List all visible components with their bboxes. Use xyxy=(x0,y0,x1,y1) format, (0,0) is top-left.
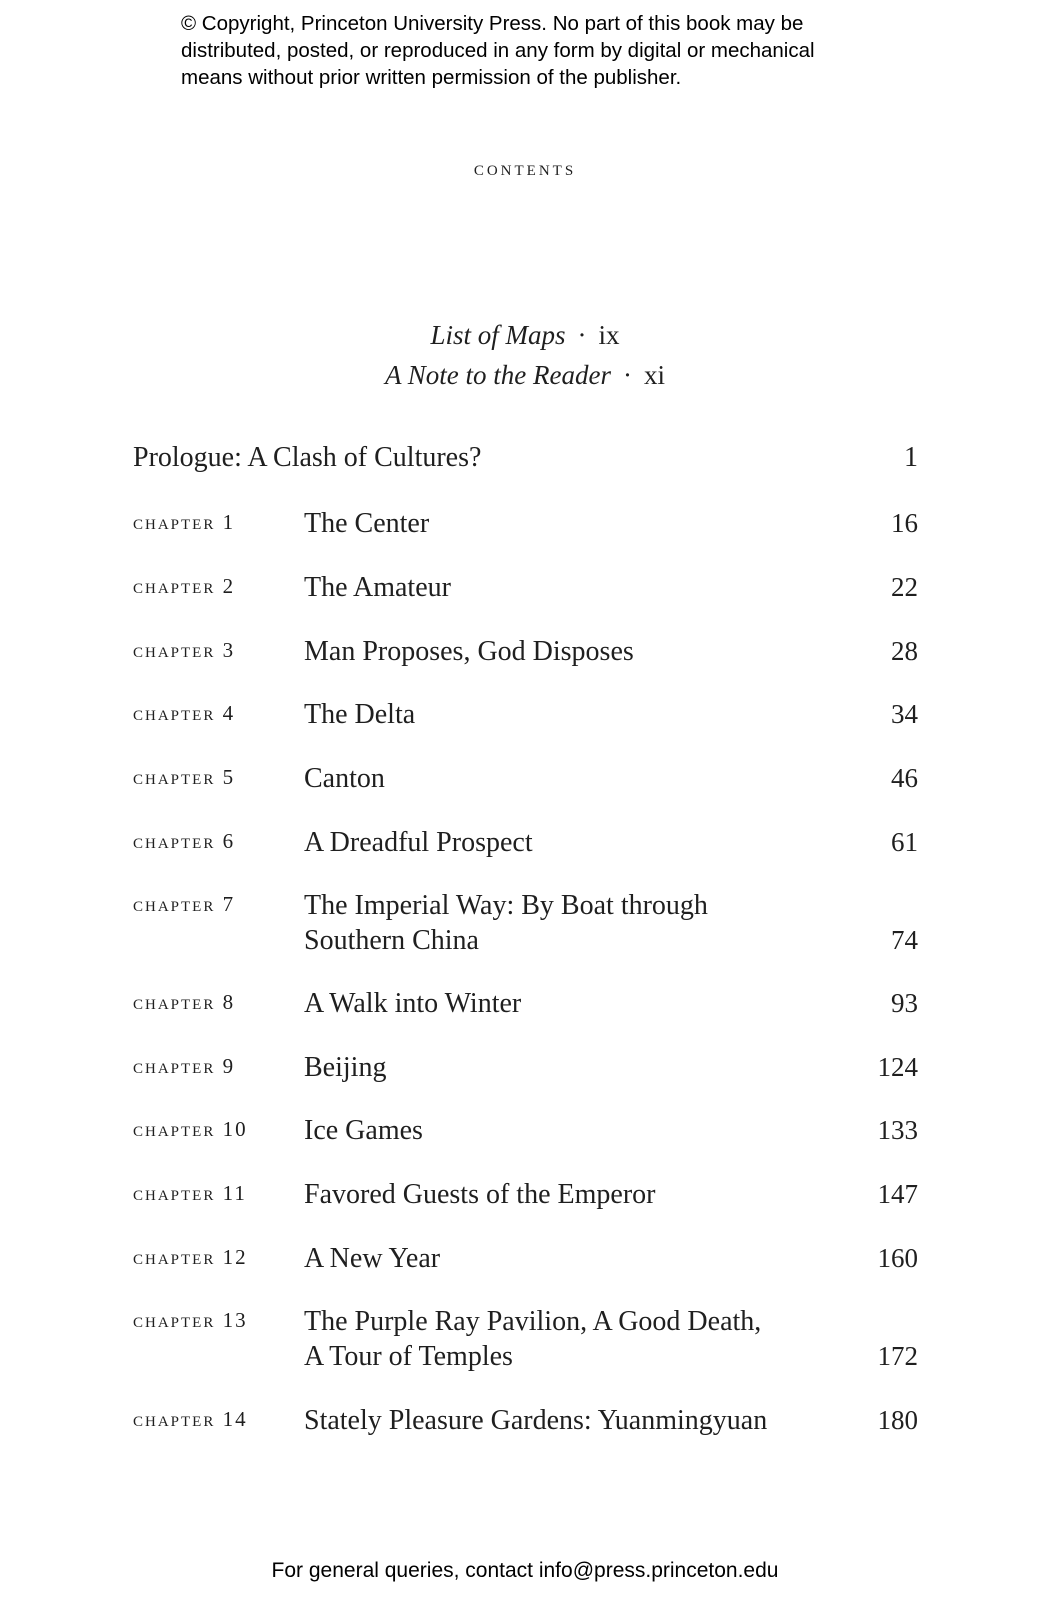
chapter-title-line: The Purple Ray Pavilion, A Good Death, xyxy=(304,1306,762,1337)
chapter-title xyxy=(304,1177,844,1212)
chapter-page: 46 xyxy=(891,763,918,793)
chapter-title-line: Beijing xyxy=(304,1052,387,1083)
chapter-page: 61 xyxy=(891,827,918,857)
chapter-title-line: Canton xyxy=(304,763,385,794)
chapter-title xyxy=(304,888,844,958)
chapter-label: chapter 11 xyxy=(133,1181,247,1205)
chapter-page: 16 xyxy=(891,508,918,538)
chapter-label: chapter 8 xyxy=(133,990,236,1014)
chapter-page: 160 xyxy=(877,1243,918,1273)
front-matter-entry[interactable] xyxy=(0,320,1050,351)
chapter-label: chapter 7 xyxy=(133,892,236,916)
chapter-title xyxy=(304,761,844,796)
chapter-title-line: The Imperial Way: By Boat through xyxy=(304,890,708,921)
chapter-title xyxy=(304,634,844,669)
chapter-label: chapter 10 xyxy=(133,1117,248,1141)
chapter-label: chapter 5 xyxy=(133,765,236,789)
copyright-notice xyxy=(181,10,901,91)
front-matter-page: ix xyxy=(598,320,620,350)
chapter-title xyxy=(304,570,844,605)
chapter-page: 74 xyxy=(891,925,918,955)
chapter-title-line: The Amateur xyxy=(304,572,451,603)
chapter-title-line: A Tour of Temples xyxy=(304,1341,513,1372)
chapter-title xyxy=(304,1403,844,1438)
chapter-title xyxy=(304,1050,844,1085)
prologue-title: Prologue: A Clash of Cultures? xyxy=(133,442,482,473)
chapter-title-line: A Dreadful Prospect xyxy=(304,827,533,858)
chapter-title-line: Stately Pleasure Gardens: Yuanmingyuan xyxy=(304,1405,768,1436)
chapter-page: 147 xyxy=(877,1179,918,1209)
chapter-title xyxy=(304,1113,844,1148)
copyright-line: © Copyright, Princeton University Press. No part of this book may be xyxy=(181,12,804,35)
chapter-label: chapter 9 xyxy=(133,1054,236,1078)
chapter-page: 93 xyxy=(891,988,918,1018)
chapter-label: chapter 12 xyxy=(133,1245,248,1269)
copyright-line: distributed, posted, or reproduced in any form by digital or mechanical xyxy=(181,39,815,62)
chapter-title xyxy=(304,825,844,860)
chapter-page: 180 xyxy=(877,1405,918,1435)
chapter-title xyxy=(304,1304,844,1374)
chapter-page: 133 xyxy=(877,1115,918,1145)
footer-contact: For general queries, contact info@press.princeton.edu xyxy=(271,1559,779,1582)
chapter-label: chapter 4 xyxy=(133,701,236,725)
prologue-entry[interactable] xyxy=(133,442,918,482)
copyright-line: means without prior written permission of the publisher. xyxy=(181,66,682,89)
chapter-title xyxy=(304,506,844,541)
chapter-label: chapter 14 xyxy=(133,1407,248,1431)
chapter-title-line: The Center xyxy=(304,508,430,539)
chapter-title xyxy=(304,1241,844,1276)
chapter-label: chapter 2 xyxy=(133,574,236,598)
separator-dot: · xyxy=(622,360,632,390)
contents-heading: contents xyxy=(473,156,577,180)
chapter-title-line: A Walk into Winter xyxy=(304,988,522,1019)
chapter-page: 124 xyxy=(877,1052,918,1082)
chapter-label: chapter 6 xyxy=(133,829,236,853)
chapter-page: 28 xyxy=(891,636,918,666)
chapter-label: chapter 13 xyxy=(133,1308,248,1332)
prologue-page: 1 xyxy=(904,442,918,473)
chapter-title xyxy=(304,986,844,1021)
chapter-title-line: Favored Guests of the Emperor xyxy=(304,1179,656,1210)
chapter-title-line: The Delta xyxy=(304,699,416,730)
chapter-title-line: A New Year xyxy=(304,1243,441,1274)
separator-dot: · xyxy=(577,320,587,350)
chapter-title-line: Ice Games xyxy=(304,1115,423,1146)
front-matter-title: List of Maps xyxy=(430,320,566,350)
chapter-title-line: Southern China xyxy=(304,925,479,956)
chapter-page: 172 xyxy=(877,1341,918,1371)
front-matter-title: A Note to the Reader xyxy=(385,360,611,390)
chapter-page: 34 xyxy=(891,699,918,729)
chapter-title-line: Man Proposes, God Disposes xyxy=(304,636,634,667)
front-matter-page: xi xyxy=(643,360,665,390)
chapter-title xyxy=(304,697,844,732)
chapter-label: chapter 3 xyxy=(133,638,236,662)
chapter-page: 22 xyxy=(891,572,918,602)
chapter-label: chapter 1 xyxy=(133,510,236,534)
front-matter-entry[interactable] xyxy=(0,360,1050,391)
